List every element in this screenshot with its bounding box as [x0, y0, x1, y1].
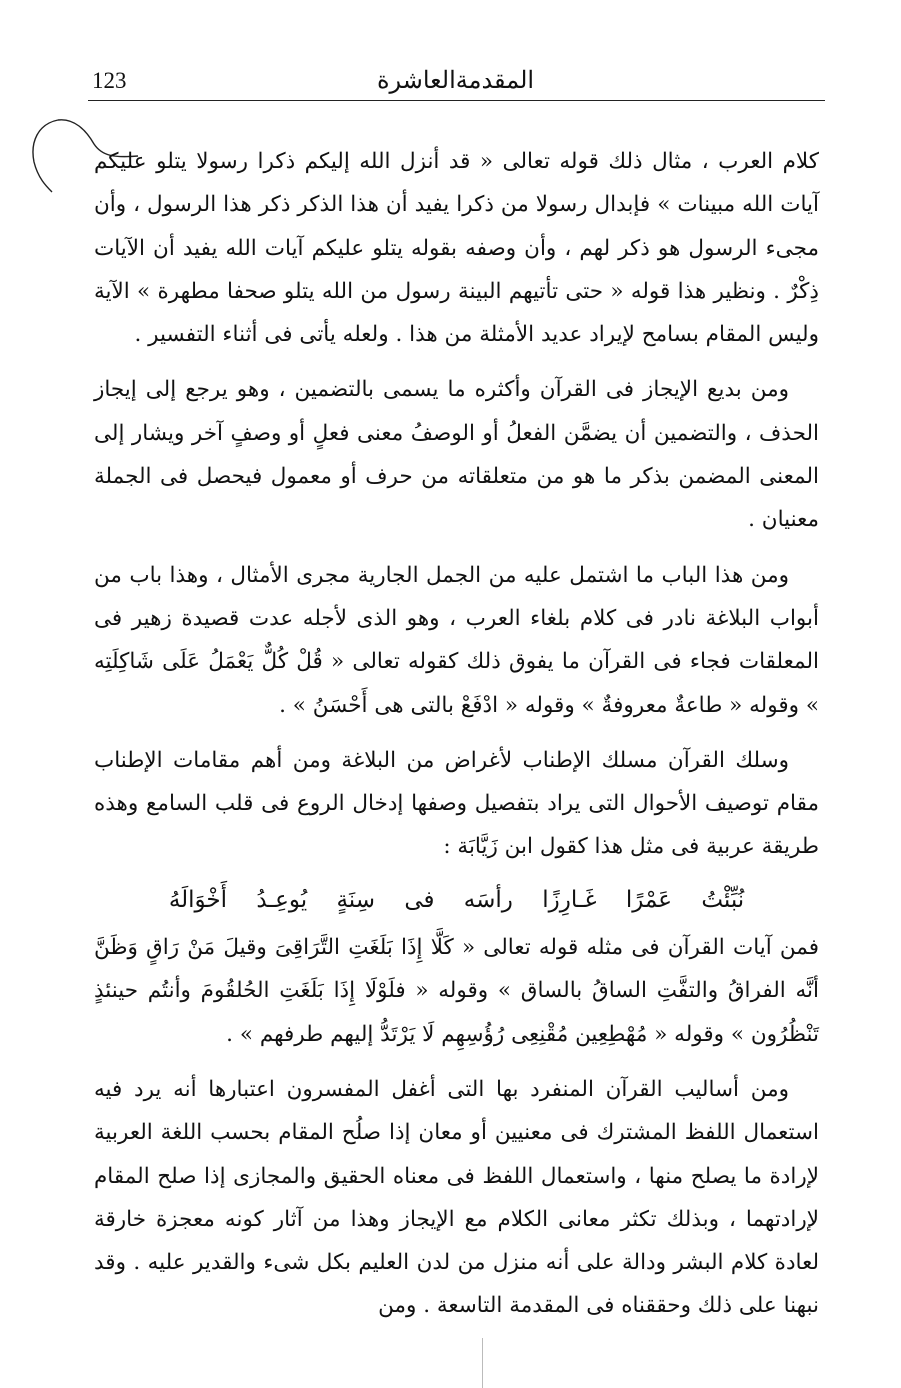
running-title: المقدمةالعاشرة — [376, 66, 535, 94]
paragraph: كلام العرب ، مثال ذلك قوله تعالى « قد أنزل الله إليكم ذكرا رسولا يتلو عليكم آيات الله مبينات » فإبدال رسولا من ذكرا يفيد أن هذا الذكر ذكر هذا الرسول ، وأن مجىء الرسول هو ذكر لهم ، وأن وصفه بقوله يتلو عليكم آيات الله يفيد أن الآيات ذِكْرٌ . ونظير هذا قوله « حتى تأتيهم البينة رسول من الله يتلو صحفا مطهرة » الآية وليس المقام بسامح لإيراد عديد الأمثلة من هذا . ولعله يأتى فى أثناء التفسير . — [94, 149, 819, 348]
scan-artifact-line — [482, 1338, 483, 1388]
paragraph: فمن آيات القرآن فى مثله قوله تعالى « كَلَّا إِذَا بَلَغَتِ التَّرَاقِىَ وقيلَ مَنْ رَاقٍ وَظَنَّ أنَّه الفراقُ والتفَّتِ الساقُ بالساق » وقوله « فلَوْلَا إِذَا بَلَغَتِ الحُلقُومَ وأنتُم حينئذٍ تَنْظُرُون » وقوله « مُهْطِعِين مُقْنِعِى رُؤُسِهِم لَا يَرْتَدُّ إليهم طرفهم » . — [94, 935, 819, 1047]
page-body — [94, 140, 819, 1340]
paragraph: وسلك القرآن مسلك الإطناب لأغراض من البلاغة ومن أهم مقامات الإطناب مقام توصيف الأحوال التى يراد بتفصيل وصفها إدخال الروع فى قلب السامع وهذه طريقة عربية فى مثل هذا كقول ابن زَيَّابَة : — [94, 747, 819, 860]
paragraph: ومن بديع الإيجاز فى القرآن وأكثره ما يسمى بالتضمين ، وهو يرجع إلى إيجاز الحذف ، والتضمين أن يضمَّن الفعلُ أو الوصفُ معنى فعلٍ أو وصفٍ آخر ويشار إلى المعنى المضمن بذكر ما هو من متعلقاته من حرف أو معمول فيحصل فى الجملة معنيان . — [94, 377, 819, 533]
page-header — [88, 58, 823, 98]
page-number: 123 — [92, 68, 127, 93]
header-rule — [88, 100, 825, 101]
paragraph: ومن أساليب القرآن المنفرد بها التى أغفل المفسرون اعتبارها أنه يرد فيه استعمال اللفظ المشترك فى معنيين أو معان إذا صلُح المقام بحسب اللغة العربية لإرادة ما يصلح منها ، واستعمال اللفظ فى معناه الحقيق والمجازى إذا صلح المقام لإرادتهما ، وبذلك تكثر معانى الكلام مع الإيجاز وهذا من آثار كونه معجزة خارقة لعادة كلام البشر ودالة على أنه منزل من لدن العليم بكل شىء والقدير عليه . وقد نبهنا على ذلك وحققناه فى المقدمة التاسعة . ومن — [94, 1076, 819, 1319]
poetry-verse: نُبِّئْتُ عَمْرًا غَـارِزًا رأسَه فى سِنَةٍ يُوعِـدُ أَخْوَالَهُ — [168, 886, 745, 913]
paragraph: ومن هذا الباب ما اشتمل عليه من الجمل الجارية مجرى الأمثال ، وهذا باب من أبواب البلاغة نادر فى كلام بلغاء العرب ، وهو الذى لأجله عدت قصيدة زهير فى المعلقات فجاء فى القرآن ما يفوق ذلك كقوله تعالى « قُلْ كُلٌّ يَعْمَلُ عَلَى شَاكِلَتِه » وقوله « طاعةٌ معروفةٌ » وقوله « ادْفَعْ بالتى هى أَحْسَنُ » . — [94, 562, 819, 718]
